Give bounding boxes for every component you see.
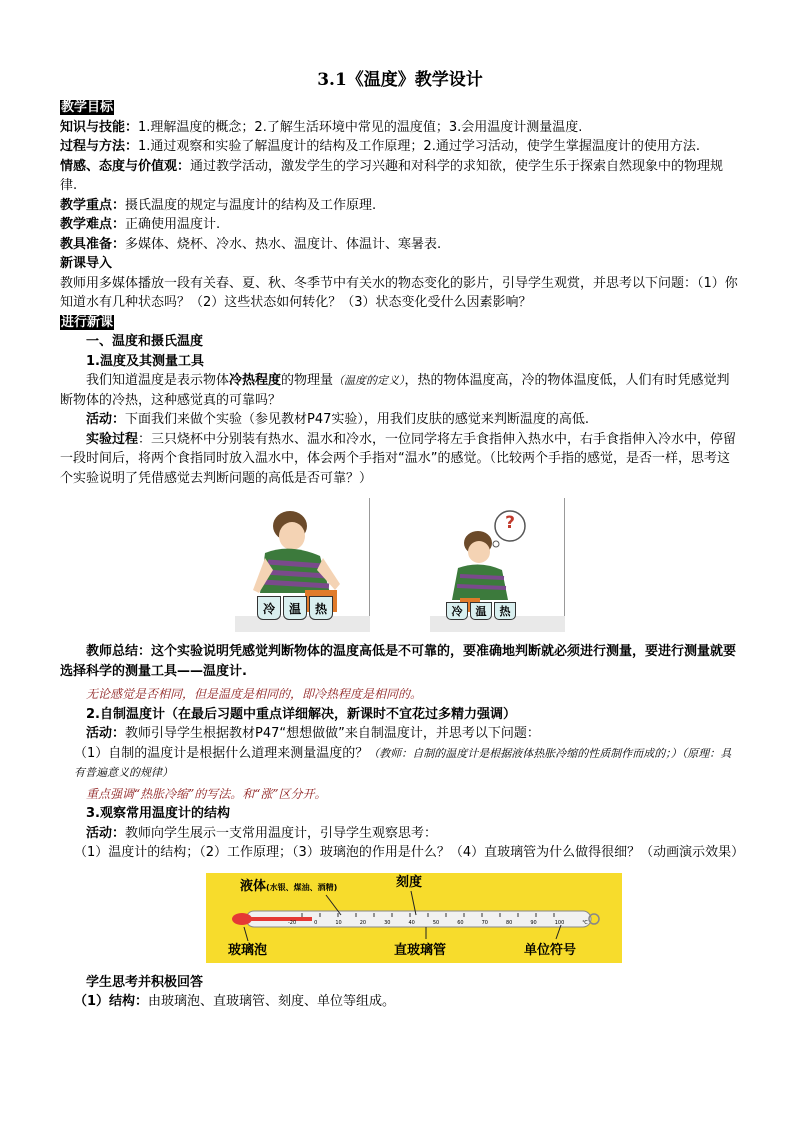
question-3: （1）温度计的结构；（2）工作原理；（3）玻璃泡的作用是什么？（4）直玻璃管为什么做得很细？（动画演示效果） — [74, 845, 745, 860]
note-2: 重点强调“热胀冷缩”的写法。和“涨”区分开。 — [86, 786, 327, 801]
activity-1: 活动：下面我们来做个实验（参见教材P47实验），用我们皮肤的感觉来判断温度的高低. — [86, 412, 590, 427]
teaching-aids: 教具准备：多媒体、烧杯、冷水、热水、温度计、体温计、寒暑表. — [60, 236, 442, 252]
intro-text: 教师用多媒体播放一段有关春、夏、秋、冬季节中有关水的物态变化的影片，引导学生观赏，并思考以下问题：（1）你知道水有几种状态吗？（2）这些状态如何转化？（3）状态变化受什么因素影响？ — [60, 275, 738, 310]
activity-3: 活动：教师向学生展示一支常用温度计，引导学生观察思考： — [86, 825, 438, 841]
thermometer-diagram — [206, 873, 622, 963]
section-heading-1: 一、温度和摄氏温度 — [86, 334, 204, 349]
beaker-warm-label: 温 — [470, 602, 492, 620]
intro-heading: 新课导入 — [60, 256, 113, 271]
experiment-figure-left — [235, 498, 370, 632]
beaker-cold-label: 冷 — [257, 596, 281, 620]
goals-heading: 教学目标 — [61, 100, 114, 115]
key-point: 教学重点：摄氏温度的规定与温度计的结构及工作原理. — [60, 197, 377, 213]
experiment-figures — [60, 498, 740, 632]
sub-heading-2: 2.自制温度计（在最后习题中重点详细解决，新课时不宜花过多精力强调） — [86, 706, 516, 722]
thermometer-ticks: -20 0 10 20 30 40 50 60 70 80 90 100 ℃ — [288, 919, 588, 926]
label-tube: 直玻璃管 — [394, 942, 447, 958]
sub-heading-3: 3.观察常用温度计的结构 — [86, 806, 230, 821]
beaker-cold-label: 冷 — [446, 602, 468, 620]
document-page — [60, 68, 745, 1012]
goal-process: 过程与方法：1.通过观察和实验了解温度计的结构及工作原理；2.通过学习活动，使学生掌握温度计的使用方法. — [60, 139, 700, 154]
label-bulb: 玻璃泡 — [228, 942, 268, 958]
beaker-warm-label: 温 — [283, 596, 307, 620]
beaker-hot-label: 热 — [494, 602, 516, 620]
difficulty: 教学难点：正确使用温度计. — [60, 217, 221, 232]
teacher-summary: 教师总结：这个实验说明凭感觉判断物体的温度高低是不可靠的，要准确地判断就必须进行测量，要进行测量就要选择科学的测量工具——温度计. — [60, 644, 737, 679]
para-temperature-definition: 我们知道温度是表示物体冷热程度的物理量（温度的定义），热的物体温度高，冷的物体温度低，人们有时凭感觉判断物体的冷热，这种感觉真的可靠吗？ — [60, 373, 730, 408]
experiment-process: 实验过程：三只烧杯中分别装有热水、温水和冷水，一位同学将左手食指伸入热水中，右手食指伸入冷水中，停留一段时间后，将两个食指同时放入温水中，体会两个手指对“温水”的感觉。（比较两个手指的感觉，是否一样，思考这个实验说明了凭借感觉去判断问题的高低是否可靠？） — [60, 431, 737, 486]
experiment-figure-right — [430, 498, 565, 632]
label-unit: 单位符号 — [524, 942, 577, 958]
sub-heading-1: 1.温度及其测量工具 — [86, 353, 204, 369]
note-1: 无论感觉是否相同，但是温度是相同的，即冷热程度是相同的。 — [86, 687, 423, 701]
new-lesson-heading-line — [60, 313, 740, 333]
goal-attitude: 情感、态度与价值观：通过教学活动，激发学生的学习兴趣和对科学的求知欲，使学生乐于探索自然现象中的物理规律. — [60, 158, 724, 193]
activity-2: 活动：教师引导学生根据教材P47“想想做做”来自制温度计，并思考以下问题： — [86, 726, 540, 741]
question-mark-icon: ? — [505, 513, 515, 533]
goals-heading-line — [60, 98, 740, 118]
page-title: 3.1《温度》教学设计 — [317, 70, 483, 90]
label-scale: 刻度 — [396, 874, 423, 890]
goal-knowledge: 知识与技能：1.理解温度的概念；2.了解生活环境中常见的温度值；3.会用温度计测量温度. — [60, 119, 583, 135]
answer-heading: 学生思考并积极回答 — [86, 974, 204, 990]
answer-1: （1）结构：由玻璃泡、直玻璃管、刻度、单位等组成。 — [74, 994, 396, 1009]
new-lesson-heading: 进行新课 — [61, 314, 114, 330]
beaker-row-left — [257, 596, 333, 620]
label-liquid: 液体(水银、煤油、酒精) — [240, 878, 338, 894]
beaker-row-right — [446, 602, 516, 620]
beaker-hot-label: 热 — [309, 596, 333, 620]
question-2: （1）自制的温度计是根据什么道理来测量温度的？（教师：自制的温度计是根据液体热胀冷缩的性质制作而成的；）（原理：具有普遍意义的规律） — [74, 745, 732, 779]
